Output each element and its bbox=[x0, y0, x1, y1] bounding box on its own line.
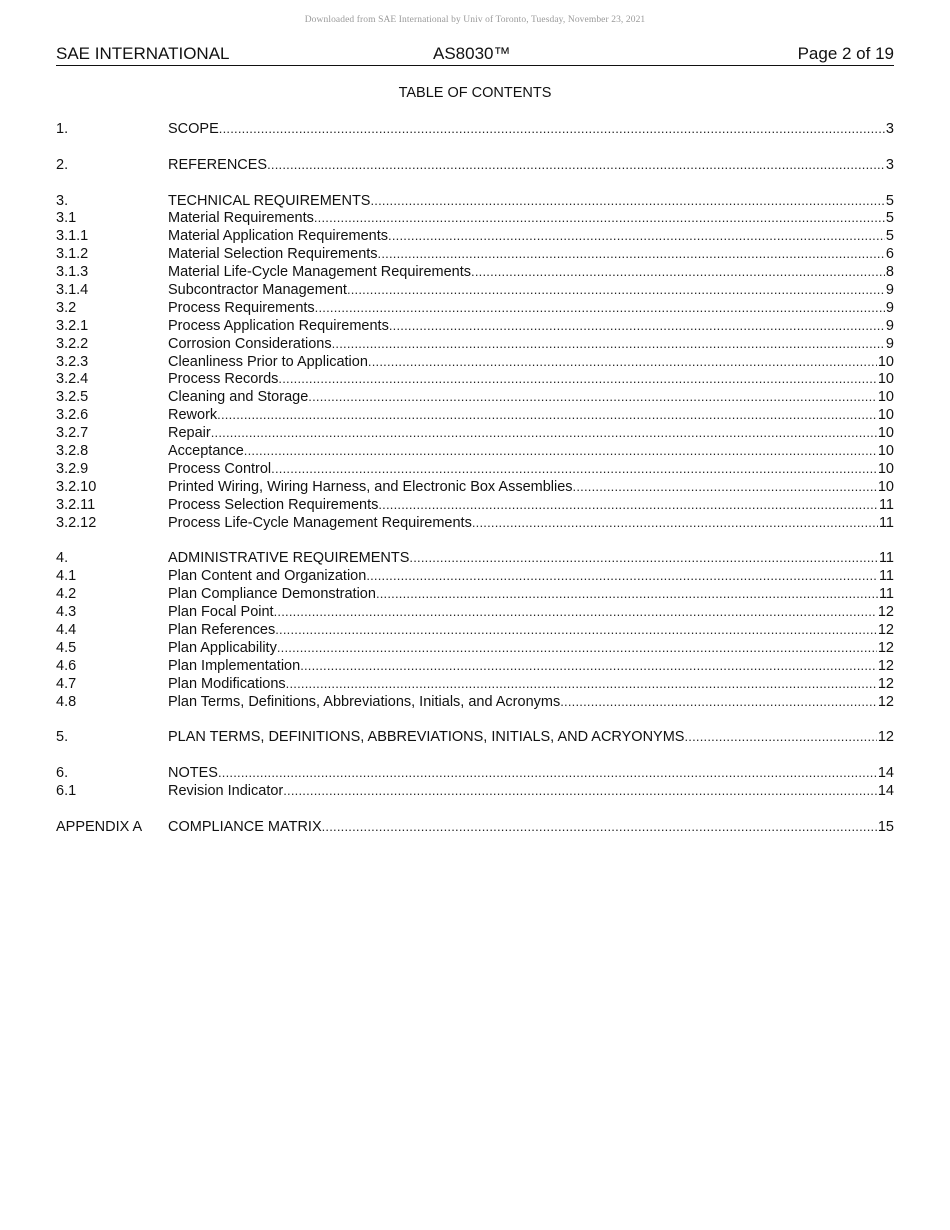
toc-title: TABLE OF CONTENTS bbox=[398, 85, 552, 101]
toc-dot-leader bbox=[211, 424, 877, 442]
toc-section-title: ADMINISTRATIVE REQUIREMENTS bbox=[168, 550, 410, 567]
toc-entry[interactable] bbox=[56, 675, 894, 693]
toc-dot-leader bbox=[267, 156, 885, 174]
toc-dot-leader bbox=[332, 335, 885, 353]
toc-page-number: 10 bbox=[877, 478, 894, 495]
toc-entry[interactable] bbox=[56, 263, 894, 281]
toc-section-title: Material Requirements bbox=[168, 210, 314, 227]
toc-entry-line bbox=[168, 657, 894, 676]
toc-page-number: 3 bbox=[885, 156, 894, 173]
toc-entry[interactable] bbox=[56, 818, 894, 836]
toc-page-number: 11 bbox=[878, 496, 894, 513]
toc-entry[interactable] bbox=[56, 693, 894, 711]
toc-entry-line bbox=[168, 764, 894, 783]
toc-entry[interactable] bbox=[56, 549, 894, 567]
toc-dot-leader bbox=[378, 496, 878, 514]
toc-section-number: 3.2.7 bbox=[56, 425, 89, 442]
toc-page-number: 12 bbox=[877, 604, 894, 621]
header-organization: SAE INTERNATIONAL bbox=[56, 44, 230, 63]
toc-page-number: 10 bbox=[877, 389, 894, 406]
toc-section-title: COMPLIANCE MATRIX bbox=[168, 818, 322, 835]
toc-entry[interactable] bbox=[56, 406, 894, 424]
toc-entry-line bbox=[168, 281, 894, 300]
toc-section-number: 2. bbox=[56, 156, 69, 173]
toc-section-number: 3. bbox=[56, 192, 69, 209]
toc-section-title: Plan Terms, Definitions, Abbreviations, Initials, and Acronyms bbox=[168, 693, 561, 710]
toc-dot-leader bbox=[277, 639, 877, 657]
toc-entry[interactable] bbox=[56, 728, 894, 746]
toc-entry[interactable] bbox=[56, 156, 894, 174]
toc-entry[interactable] bbox=[56, 782, 894, 800]
toc-section-number: 3.2.8 bbox=[56, 443, 89, 460]
toc-section-number: 3.1 bbox=[56, 210, 77, 227]
toc-page-number: 5 bbox=[885, 228, 894, 245]
toc-entry-line bbox=[168, 585, 894, 604]
toc-section-number: 4.3 bbox=[56, 604, 77, 621]
toc-page-number: 8 bbox=[885, 264, 894, 281]
toc-entry-line bbox=[168, 549, 894, 568]
toc-section-title: Process Selection Requirements bbox=[168, 496, 379, 513]
toc-page-number: 9 bbox=[885, 335, 894, 352]
header-document-id: AS8030™ bbox=[433, 44, 511, 63]
toc-dot-leader bbox=[271, 460, 877, 478]
toc-entry-line bbox=[168, 442, 894, 461]
toc-entry[interactable] bbox=[56, 603, 894, 621]
toc-entry[interactable] bbox=[56, 460, 894, 478]
toc-entry-line bbox=[168, 156, 894, 175]
toc-section-title: Printed Wiring, Wiring Harness, and Electronic Box Assemblies bbox=[168, 478, 573, 495]
toc-section-number: 3.2.3 bbox=[56, 353, 89, 370]
toc-section-title: Plan Modifications bbox=[168, 675, 286, 692]
toc-page-number: 12 bbox=[877, 639, 894, 656]
toc-entry-line bbox=[168, 603, 894, 622]
toc-entry[interactable] bbox=[56, 335, 894, 353]
toc-entry-line bbox=[168, 728, 894, 747]
toc-page-number: 14 bbox=[877, 765, 894, 782]
toc-section-number: 3.2.12 bbox=[56, 514, 97, 531]
toc-dot-leader bbox=[275, 621, 877, 639]
toc-entry-line bbox=[168, 514, 894, 533]
toc-section-title: Process Control bbox=[168, 460, 272, 477]
toc-page-number: 3 bbox=[885, 121, 894, 137]
table-of-contents bbox=[56, 120, 894, 836]
toc-section-title: Process Requirements bbox=[168, 299, 315, 316]
toc-entry-line bbox=[168, 675, 894, 694]
toc-section-title: TECHNICAL REQUIREMENTS bbox=[168, 192, 371, 209]
toc-section-number: 1. bbox=[56, 121, 69, 137]
toc-section-title: Material Life-Cycle Management Requirements bbox=[168, 264, 472, 281]
toc-page-number: 10 bbox=[877, 443, 894, 460]
toc-entry-line bbox=[168, 192, 894, 211]
toc-section-title: NOTES bbox=[168, 765, 218, 782]
toc-section-number: 3.2.6 bbox=[56, 407, 89, 424]
toc-entry-line bbox=[168, 460, 894, 479]
toc-section-number: 4.5 bbox=[56, 639, 77, 656]
toc-entry[interactable] bbox=[56, 317, 894, 335]
toc-dot-leader bbox=[471, 263, 885, 281]
toc-dot-leader bbox=[376, 585, 878, 603]
toc-page-number: 10 bbox=[877, 425, 894, 442]
toc-entry-line bbox=[168, 209, 894, 228]
toc-section-number: 6. bbox=[56, 765, 69, 782]
toc-section-number: 3.2.4 bbox=[56, 371, 89, 388]
toc-section-title: Repair bbox=[168, 425, 211, 442]
toc-dot-leader bbox=[378, 245, 885, 263]
toc-section-number: 4.6 bbox=[56, 657, 77, 674]
toc-entry[interactable] bbox=[56, 657, 894, 675]
toc-page-number: 11 bbox=[878, 568, 894, 585]
toc-entry[interactable] bbox=[56, 353, 894, 371]
toc-section-title: Corrosion Considerations bbox=[168, 335, 332, 352]
toc-section-number: 3.1.1 bbox=[56, 228, 89, 245]
toc-dot-leader bbox=[368, 353, 877, 371]
toc-dot-leader bbox=[274, 603, 877, 621]
toc-entry[interactable] bbox=[56, 764, 894, 782]
toc-dot-leader bbox=[219, 120, 885, 138]
toc-section-title: Plan Compliance Demonstration bbox=[168, 586, 376, 603]
toc-section-title: Plan Applicability bbox=[168, 639, 277, 656]
toc-section-number: 4. bbox=[56, 550, 69, 567]
document-header bbox=[56, 43, 894, 66]
toc-page-number: 6 bbox=[885, 246, 894, 263]
toc-section-title: SCOPE bbox=[168, 121, 219, 137]
toc-entry[interactable] bbox=[56, 227, 894, 245]
toc-page-number: 15 bbox=[877, 818, 894, 835]
toc-page-number: 12 bbox=[877, 621, 894, 638]
toc-section-number: 4.8 bbox=[56, 693, 77, 710]
toc-entry[interactable] bbox=[56, 496, 894, 514]
toc-section-title: PLAN TERMS, DEFINITIONS, ABBREVIATIONS, INITIALS, AND ACRYONYMS bbox=[168, 729, 685, 746]
toc-entry[interactable] bbox=[56, 281, 894, 299]
toc-section-title: Material Application Requirements bbox=[168, 228, 389, 245]
toc-entry[interactable] bbox=[56, 388, 894, 406]
toc-section-title: Plan References bbox=[168, 621, 276, 638]
toc-entry-line bbox=[168, 478, 894, 497]
toc-dot-leader bbox=[278, 370, 876, 388]
toc-page-number: 11 bbox=[878, 550, 894, 567]
toc-page-number: 9 bbox=[885, 317, 894, 334]
toc-dot-leader bbox=[308, 388, 877, 406]
toc-dot-leader bbox=[322, 818, 877, 836]
toc-page-number: 10 bbox=[877, 371, 894, 388]
toc-section-number: 3.1.3 bbox=[56, 264, 89, 281]
download-watermark-note: Downloaded from SAE International by Univ of Toronto, Tuesday, November 23, 2021 bbox=[304, 15, 646, 25]
toc-page-number: 10 bbox=[877, 460, 894, 477]
toc-page-number: 12 bbox=[877, 675, 894, 692]
toc-section-number: 5. bbox=[56, 729, 69, 746]
toc-section-title: Plan Content and Organization bbox=[168, 568, 367, 585]
toc-entry-line bbox=[168, 567, 894, 586]
toc-page-number: 10 bbox=[877, 353, 894, 370]
toc-entry-line bbox=[168, 496, 894, 515]
toc-section-number: 3.2.10 bbox=[56, 478, 97, 495]
toc-page-number: 12 bbox=[877, 729, 894, 746]
toc-section-number: 4.4 bbox=[56, 621, 77, 638]
toc-section-title: Material Selection Requirements bbox=[168, 246, 378, 263]
toc-entry[interactable] bbox=[56, 120, 894, 138]
toc-entry-line bbox=[168, 120, 894, 139]
toc-section-title: Process Records bbox=[168, 371, 279, 388]
toc-section-number: 3.2.5 bbox=[56, 389, 89, 406]
toc-dot-leader bbox=[389, 317, 885, 335]
toc-entry[interactable] bbox=[56, 478, 894, 496]
toc-dot-leader bbox=[347, 281, 885, 299]
toc-dot-leader bbox=[286, 675, 877, 693]
toc-page-number: 9 bbox=[885, 299, 894, 316]
toc-entry-line bbox=[168, 406, 894, 425]
toc-page-number: 5 bbox=[885, 210, 894, 227]
toc-dot-leader bbox=[370, 192, 884, 210]
toc-entry-line bbox=[168, 424, 894, 443]
toc-page-number: 9 bbox=[885, 282, 894, 299]
toc-entry[interactable] bbox=[56, 192, 894, 210]
toc-entry-line bbox=[168, 621, 894, 640]
toc-entry[interactable] bbox=[56, 370, 894, 388]
toc-section-number: 3.2 bbox=[56, 299, 77, 316]
toc-dot-leader bbox=[283, 782, 877, 800]
toc-section-title: Revision Indicator bbox=[168, 782, 284, 799]
toc-entry-line bbox=[168, 639, 894, 658]
toc-dot-leader bbox=[217, 406, 877, 424]
toc-entry-line bbox=[168, 317, 894, 336]
toc-entry-line bbox=[168, 818, 894, 837]
toc-entry[interactable] bbox=[56, 621, 894, 639]
toc-entry[interactable] bbox=[56, 245, 894, 263]
toc-section-title: Plan Implementation bbox=[168, 657, 301, 674]
toc-dot-leader bbox=[218, 764, 877, 782]
toc-entry[interactable] bbox=[56, 424, 894, 442]
toc-page-number: 11 bbox=[878, 514, 894, 531]
toc-entry-line bbox=[168, 353, 894, 372]
toc-section-number: 3.2.9 bbox=[56, 460, 89, 477]
toc-entry[interactable] bbox=[56, 299, 894, 317]
toc-entry[interactable] bbox=[56, 567, 894, 585]
toc-page-number: 10 bbox=[877, 407, 894, 424]
toc-section-number: 3.2.11 bbox=[56, 496, 96, 513]
toc-section-number: 3.2.1 bbox=[56, 317, 89, 334]
toc-entry-line bbox=[168, 693, 894, 712]
header-page-number: Page 2 of 19 bbox=[797, 44, 894, 63]
toc-section-number: 4.1 bbox=[56, 568, 77, 585]
toc-section-title: Process Life-Cycle Management Requirements bbox=[168, 514, 472, 531]
toc-dot-leader bbox=[560, 693, 877, 711]
toc-dot-leader bbox=[366, 567, 878, 585]
toc-entry-line bbox=[168, 370, 894, 389]
toc-dot-leader bbox=[409, 549, 878, 567]
toc-entry-line bbox=[168, 299, 894, 318]
toc-entry-line bbox=[168, 245, 894, 264]
toc-entry-line bbox=[168, 388, 894, 407]
toc-section-number: APPENDIX A bbox=[56, 818, 143, 835]
toc-entry-line bbox=[168, 263, 894, 282]
toc-page-number: 14 bbox=[877, 782, 894, 799]
toc-entry[interactable] bbox=[56, 514, 894, 532]
toc-page-number: 5 bbox=[885, 192, 894, 209]
toc-section-title: Subcontractor Management bbox=[168, 282, 347, 299]
toc-entry-line bbox=[168, 335, 894, 354]
toc-entry-line bbox=[168, 782, 894, 801]
toc-page-number: 12 bbox=[877, 657, 894, 674]
toc-entry[interactable] bbox=[56, 639, 894, 657]
toc-entry[interactable] bbox=[56, 209, 894, 227]
toc-section-number: 3.1.4 bbox=[56, 282, 89, 299]
toc-dot-leader bbox=[684, 728, 876, 746]
toc-section-number: 4.2 bbox=[56, 586, 77, 603]
toc-dot-leader bbox=[315, 299, 885, 317]
toc-dot-leader bbox=[472, 514, 878, 532]
toc-section-title: Plan Focal Point bbox=[168, 604, 274, 621]
toc-dot-leader bbox=[573, 478, 877, 496]
toc-section-title: Rework bbox=[168, 407, 218, 424]
toc-entry[interactable] bbox=[56, 442, 894, 460]
toc-entry-line bbox=[168, 227, 894, 246]
toc-section-title: Process Application Requirements bbox=[168, 317, 389, 334]
toc-entry[interactable] bbox=[56, 585, 894, 603]
toc-dot-leader bbox=[314, 209, 885, 227]
toc-page-number: 12 bbox=[877, 693, 894, 710]
toc-section-number: 6.1 bbox=[56, 782, 77, 799]
toc-section-title: REFERENCES bbox=[168, 156, 268, 173]
toc-section-title: Cleanliness Prior to Application bbox=[168, 353, 368, 370]
toc-page-number: 11 bbox=[878, 586, 894, 603]
toc-section-number: 3.2.2 bbox=[56, 335, 89, 352]
toc-section-title: Acceptance bbox=[168, 443, 244, 460]
toc-dot-leader bbox=[244, 442, 877, 460]
toc-section-number: 4.7 bbox=[56, 675, 77, 692]
toc-section-title: Cleaning and Storage bbox=[168, 389, 309, 406]
toc-dot-leader bbox=[388, 227, 885, 245]
toc-dot-leader bbox=[300, 657, 877, 675]
toc-section-number: 3.1.2 bbox=[56, 246, 89, 263]
